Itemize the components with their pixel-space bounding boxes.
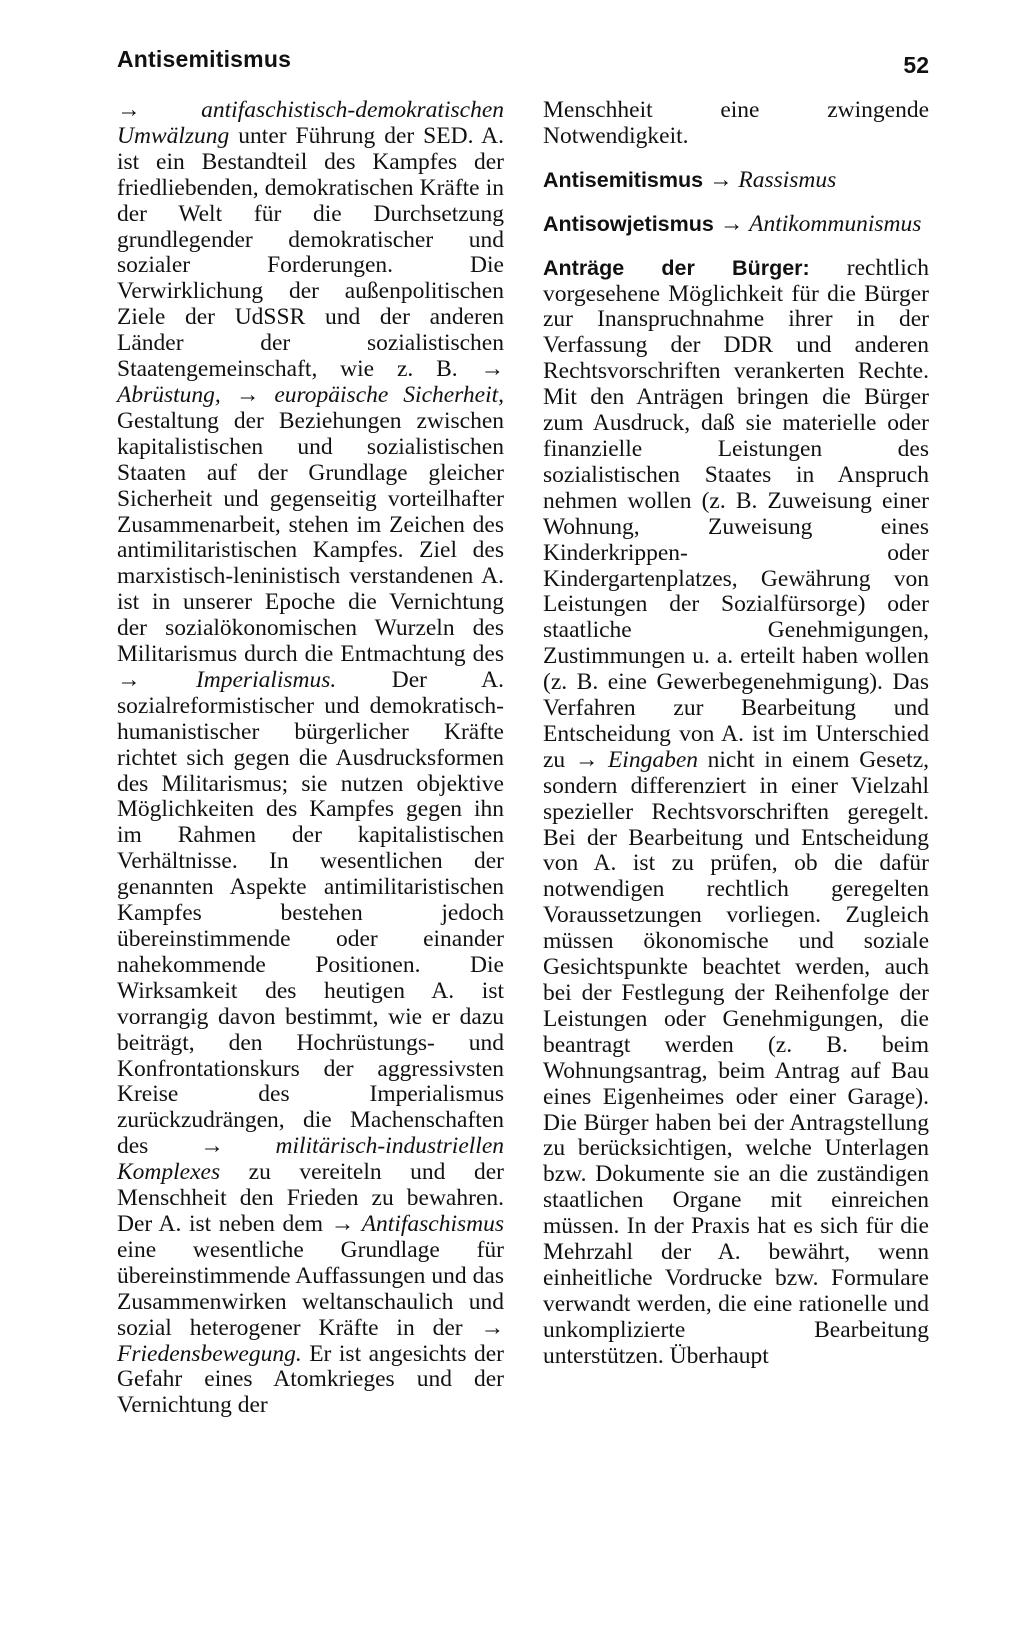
body-text: rechtlich vorgesehene Möglichkeit für die Bürger zur Inanspruchnahme ihrer in der Verfassung der DDR und anderen Rechtsvorschriften verankerten Rechte. Mit den Anträgen bringen die Bürger zum Ausdruck, daß sie materielle oder finanzielle Leistungen des sozialistischen Staates in Anspruch nehmen wollen (z. B. Zuweisung einer Wohnung, Zuweisung eines Kinderkrippen- oder Kindergartenplatzes, Gewährung von Leistungen der Sozialfürsorge) oder staatliche Genehmigungen, Zustimmungen u. a. erteilt haben wollen (z. B. eine Gewerbegenehmigung). Das Verfahren zur Bearbeitung und Entscheidung von A. ist im Unterschied zu [543,254,929,773]
entry-lemma: Antisowjetismus [543,211,714,236]
entry-lemma: Antisemitismus [543,167,704,192]
running-head: Antisemitismus [117,46,292,72]
cross-reference[interactable]: Eingaben [607,746,699,773]
body-text: eine wesentliche Grundlage für übereinstimmende Auffassungen und das Zusammenwirken weltanschaulich und sozial heterogener Kräfte in der [117,1236,504,1341]
arrow-icon: → [117,666,141,693]
body-text: unter Führung der SED. A. ist ein Bestandteil des Kampfes der friedliebenden, demokratischen Kräfte in der Welt für die Durchsetzung grundlegender demokratischer und sozialer Forderungen. Die Verwirklichung der außenpolitischen Ziele der UdSSR und der anderen Länder der sozialistischen Staatengemeinschaft, wie z. B. [117,122,504,383]
cross-reference[interactable]: Friedensbewegung. [117,1340,302,1367]
cross-reference[interactable]: militärisch-industriellen Komplexes [117,1133,505,1186]
cross-reference[interactable]: Rassismus [738,166,837,193]
arrow-icon: → [719,210,744,237]
arrow-icon: → [200,1133,224,1160]
entry-antisowjetismus [543,212,929,238]
paragraph-antimilitarismus-continued [117,98,504,1419]
cross-reference[interactable]: europäische Sicherheit, [274,381,505,408]
body-text: zu vereiteln und der Menschheit den Frieden zu bewahren. Der A. ist neben dem [117,1159,504,1237]
arrow-icon: → [235,381,260,408]
cross-reference[interactable]: Imperialismus. [195,666,337,693]
cross-reference[interactable]: antifaschistisch-demokratischen Umwälzung [117,97,504,149]
page-number: 52 [903,52,929,78]
arrow-icon: → [480,1314,504,1341]
body-text: Gestaltung der Beziehungen zwischen kapitalistischen und sozialistischen Staaten auf der Grundlage gleicher Sicherheit und gegenseitig vorteilhafter Zusammenarbeit, stehen im Zeichen des antimilitaristischen Kampfes. Ziel des marxistisch-leninistisch verstandenen A. ist in unserer Epoche die Vernichtung der sozialökonomischen Wurzeln des Militarismus durch die Entmachtung des [117,407,504,668]
left-column [117,98,504,1419]
cross-reference[interactable]: Antifaschismus [361,1210,504,1237]
arrow-icon: → [574,746,599,773]
cross-reference[interactable]: Abrüstung, [117,381,221,408]
body-text: nicht in einem Gesetz, sondern differenziert in einer Vielzahl spezieller Rechtsvorschriften geregelt. Bei der Bearbeitung und Entscheidung von A. ist zu prüfen, ob die dafür notwendigen rechtlich geregelten Voraussetzungen vorliegen. Zugleich müssen ökonomische und soziale Gesichtspunkte beachtet werden, auch bei der Festlegung der Reihenfolge der Leistungen oder Genehmigungen, die beantragt werden (z. B. beim Wohnungsantrag, beim Antrag auf Bau eines Eigenheimes oder einer Garage). Die Bürger haben bei der Antragstellung zu berücksichtigen, welche Unterlagen bzw. Dokumente sie an die zuständigen staatlichen Organe mit einreichen müssen. In der Praxis hat es sich für die Mehrzahl der A. bewährt, wenn einheitliche Vordrucke bzw. Formulare verwandt werden, die eine rationelle und unkomplizierte Bearbeitung unterstützen. Überhaupt [543,746,930,1369]
body-text: Er ist angesichts der Gefahr eines Atomkrieges und der Vernichtung der [117,1340,504,1419]
arrow-icon: → [708,166,733,193]
arrow-icon: → [117,97,141,123]
right-column [543,98,929,1370]
entry-lemma: Anträge der Bürger: [543,255,810,280]
paragraph-continuation: Menschheit eine zwingende Notwendigkeit. [543,97,929,149]
entry-antisemitismus [543,168,929,194]
body-text: Der A. sozialreformistischer und demokratisch-humanistischer bürgerlicher Kräfte richtet sich gegen die Ausdrucksformen des Militarismus; sie nutzen objektive Möglichkeiten des Kampfes gegen ihn im Rahmen der kapitalistischen Verhältnisse. In wesentlichen der genannten Aspekte antimilitaristischen Kampfes bestehen jedoch übereinstimmende oder einander nahekommende Positionen. Die Wirksamkeit des heutigen A. ist vorrangig davon bestimmt, wie er dazu beiträgt, den Hochrüstungs- und Konfrontationskurs der aggressivsten Kreise des Imperialismus zurückzudrängen, die Machenschaften des [117,666,504,1160]
entry-antraege-der-buerger [543,256,929,1370]
cross-reference[interactable]: Antikommunismus [749,210,922,237]
arrow-icon: → [480,356,504,383]
arrow-icon: → [330,1210,355,1237]
